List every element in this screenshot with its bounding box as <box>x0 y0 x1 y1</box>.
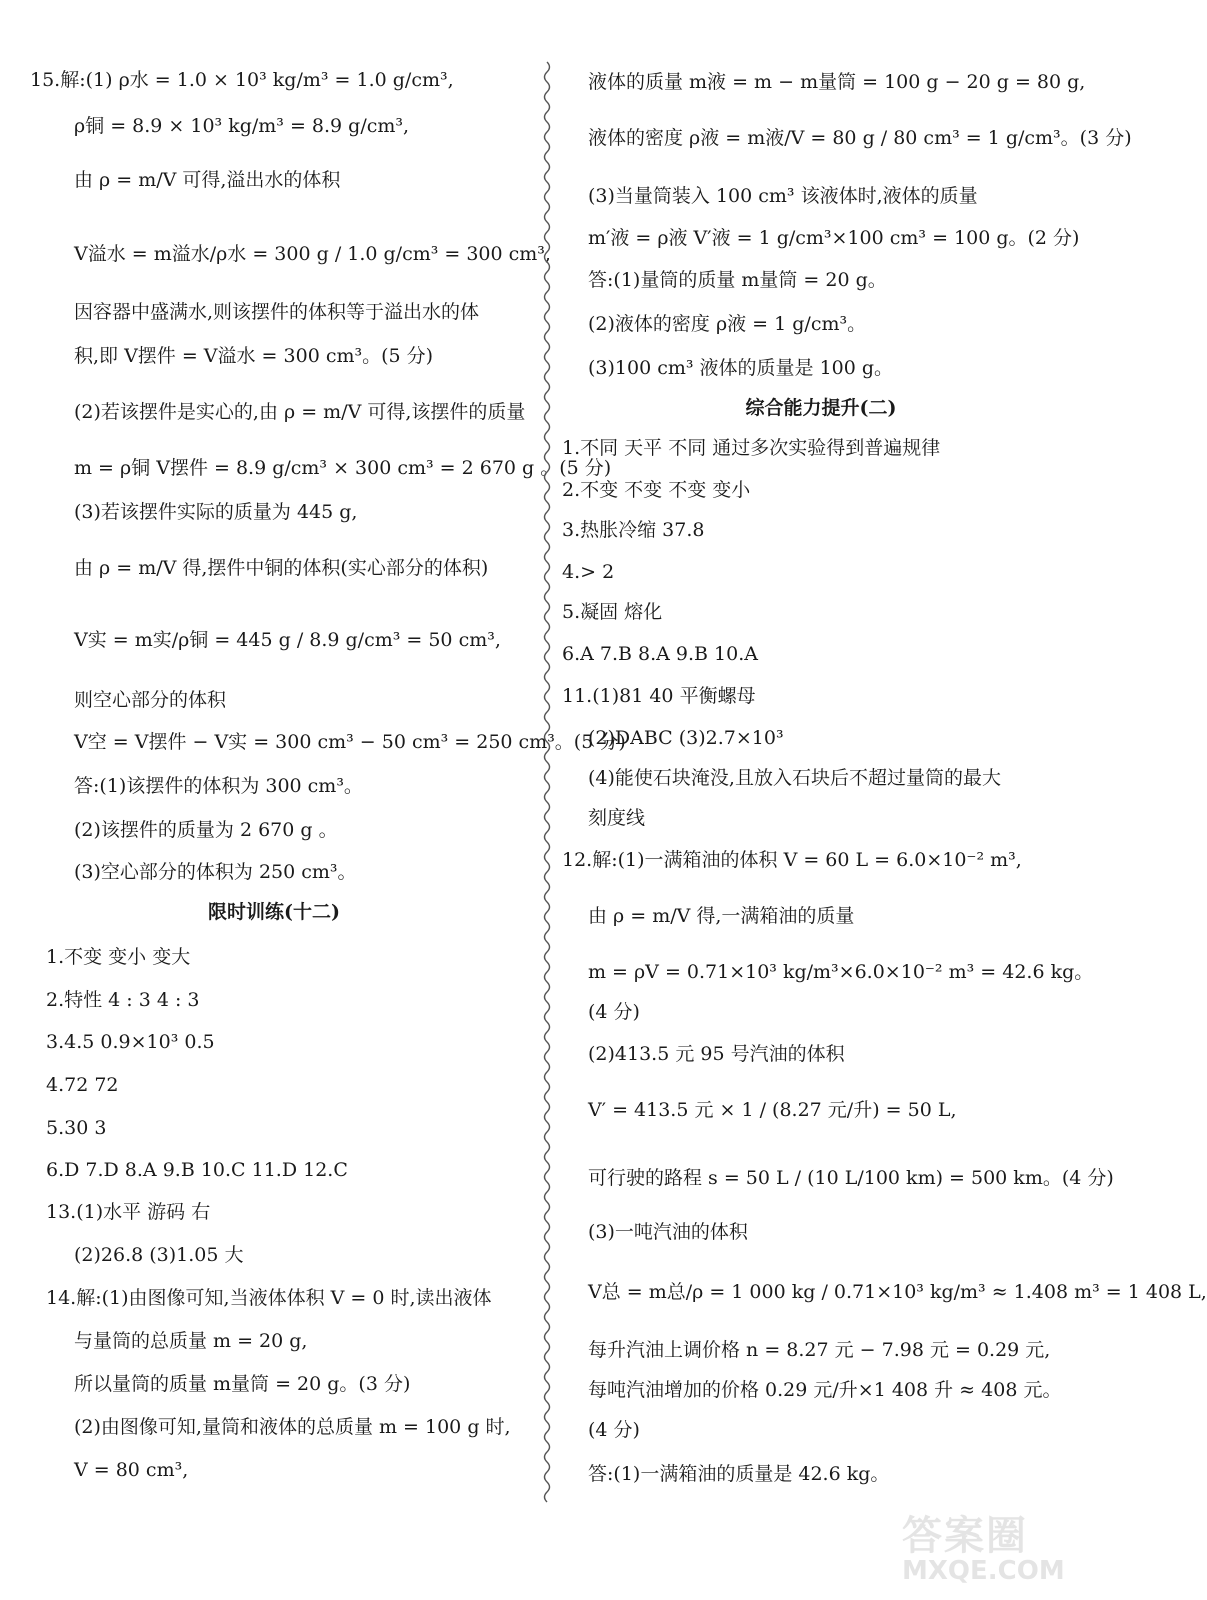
watermark-chinese-text: 答案圈 <box>902 1513 1028 1559</box>
left-line: (2)26.8 (3)1.05 大 <box>74 1244 244 1266</box>
watermark-english-text: MXQE.COM <box>902 1556 1065 1586</box>
right-line: 12.解:(1)一满箱油的体积 V = 60 L = 6.0×10⁻² m³, <box>562 849 1022 871</box>
left-line: (2)若该摆件是实心的,由 ρ = m/V 可得,该摆件的质量 <box>74 401 526 423</box>
left-line: 由 ρ = m/V 可得,溢出水的体积 <box>74 169 341 191</box>
left-line: 13.(1)水平 游码 右 <box>46 1201 211 1223</box>
right-line: 液体的密度 ρ液 = m液/V = 80 g / 80 cm³ = 1 g/cm³。(3 分) <box>588 127 1132 149</box>
right-line: 1.不同 天平 不同 通过多次实验得到普遍规律 <box>562 437 941 459</box>
left-line: V空 = V摆件 − V实 = 300 cm³ − 50 cm³ = 250 cm³。(5 分) <box>74 731 626 753</box>
watermark-logo <box>896 1504 1088 1596</box>
left-line: (3)空心部分的体积为 250 cm³。 <box>74 861 357 883</box>
left-line: 由 ρ = m/V 得,摆件中铜的体积(实心部分的体积) <box>74 557 489 579</box>
left-line: 5.30 3 <box>46 1117 107 1139</box>
left-line: m = ρ铜 V摆件 = 8.9 g/cm³ × 300 cm³ = 2 670 g 。(5 分) <box>74 457 612 479</box>
left-line: 14.解:(1)由图像可知,当液体体积 V = 0 时,读出液体 <box>46 1287 492 1309</box>
right-line: (2)DABC (3)2.7×10³ <box>588 727 784 749</box>
right-line: V总 = m总/ρ = 1 000 kg / 0.71×10³ kg/m³ ≈ 1.408 m³ = 1 408 L, <box>588 1281 1207 1303</box>
section-title-timed-training-12: 限时训练(十二) <box>208 901 340 923</box>
left-line: 3.4.5 0.9×10³ 0.5 <box>46 1031 215 1053</box>
left-line: V实 = m实/ρ铜 = 445 g / 8.9 g/cm³ = 50 cm³, <box>74 629 501 651</box>
right-line: (4 分) <box>588 1001 640 1023</box>
left-line: 与量筒的总质量 m = 20 g, <box>74 1330 308 1352</box>
left-line: V = 80 cm³, <box>74 1459 189 1481</box>
left-line: 15.解:(1) ρ水 = 1.0 × 10³ kg/m³ = 1.0 g/cm³, <box>30 69 454 91</box>
right-line: (4)能使石块淹没,且放入石块后不超过量筒的最大 <box>588 767 1001 789</box>
right-column <box>548 0 1207 1600</box>
left-line: 所以量筒的质量 m量筒 = 20 g。(3 分) <box>74 1373 411 1395</box>
left-line: ρ铜 = 8.9 × 10³ kg/m³ = 8.9 g/cm³, <box>74 115 410 137</box>
right-line: 5.凝固 熔化 <box>562 601 663 623</box>
left-line: 1.不变 变小 变大 <box>46 946 191 968</box>
left-line: 因容器中盛满水,则该摆件的体积等于溢出水的体 <box>74 301 480 323</box>
right-line: 每吨汽油增加的价格 0.29 元/升×1 408 升 ≈ 408 元。 <box>588 1379 1062 1401</box>
left-line: V溢水 = m溢水/ρ水 = 300 g / 1.0 g/cm³ = 300 cm³, <box>74 243 551 265</box>
right-line: V′ = 413.5 元 × 1 / (8.27 元/升) = 50 L, <box>588 1099 957 1121</box>
right-line: (3)当量筒装入 100 cm³ 该液体时,液体的质量 <box>588 185 978 207</box>
section-title-ability-improvement-2: 综合能力提升(二) <box>745 397 897 419</box>
left-line: 6.D 7.D 8.A 9.B 10.C 11.D 12.C <box>46 1159 348 1181</box>
left-line: (2)该摆件的质量为 2 670 g 。 <box>74 819 338 841</box>
right-line: (3)100 cm³ 液体的质量是 100 g。 <box>588 357 894 379</box>
right-line: 可行驶的路程 s = 50 L / (10 L/100 km) = 500 km。(4 分) <box>588 1167 1114 1189</box>
right-line: m = ρV = 0.71×10³ kg/m³×6.0×10⁻² m³ = 42.6 kg。 <box>588 961 1094 983</box>
right-line: 液体的质量 m液 = m − m量筒 = 100 g − 20 g = 80 g, <box>588 71 1086 93</box>
right-line: 4.> 2 <box>562 561 615 583</box>
right-line: (2)液体的密度 ρ液 = 1 g/cm³。 <box>588 313 867 335</box>
left-line: 积,即 V摆件 = V溢水 = 300 cm³。(5 分) <box>74 345 434 367</box>
right-line: 2.不变 不变 不变 变小 <box>562 479 751 501</box>
right-line: 3.热胀冷缩 37.8 <box>562 519 705 541</box>
right-line: 6.A 7.B 8.A 9.B 10.A <box>562 643 758 665</box>
left-line: 4.72 72 <box>46 1074 119 1096</box>
right-line: (3)一吨汽油的体积 <box>588 1221 748 1243</box>
left-line: 则空心部分的体积 <box>74 689 227 711</box>
left-line: (3)若该摆件实际的质量为 445 g, <box>74 501 358 523</box>
right-line: 11.(1)81 40 平衡螺母 <box>562 685 756 707</box>
right-line: 答:(1)量筒的质量 m量筒 = 20 g。 <box>588 269 887 291</box>
right-line: (4 分) <box>588 1419 640 1441</box>
right-line: m′液 = ρ液 V′液 = 1 g/cm³×100 cm³ = 100 g。(2 分) <box>588 227 1080 249</box>
left-line: 2.特性 4 : 3 4 : 3 <box>46 989 200 1011</box>
right-line: 每升汽油上调价格 n = 8.27 元 − 7.98 元 = 0.29 元, <box>588 1339 1051 1361</box>
left-line: (2)由图像可知,量筒和液体的总质量 m = 100 g 时, <box>74 1416 511 1438</box>
left-line: 答:(1)该摆件的体积为 300 cm³。 <box>74 775 363 797</box>
right-line: 刻度线 <box>588 807 646 829</box>
right-line: (2)413.5 元 95 号汽油的体积 <box>588 1043 845 1065</box>
right-line: 由 ρ = m/V 得,一满箱油的质量 <box>588 905 855 927</box>
right-line: 答:(1)一满箱油的质量是 42.6 kg。 <box>588 1463 890 1485</box>
